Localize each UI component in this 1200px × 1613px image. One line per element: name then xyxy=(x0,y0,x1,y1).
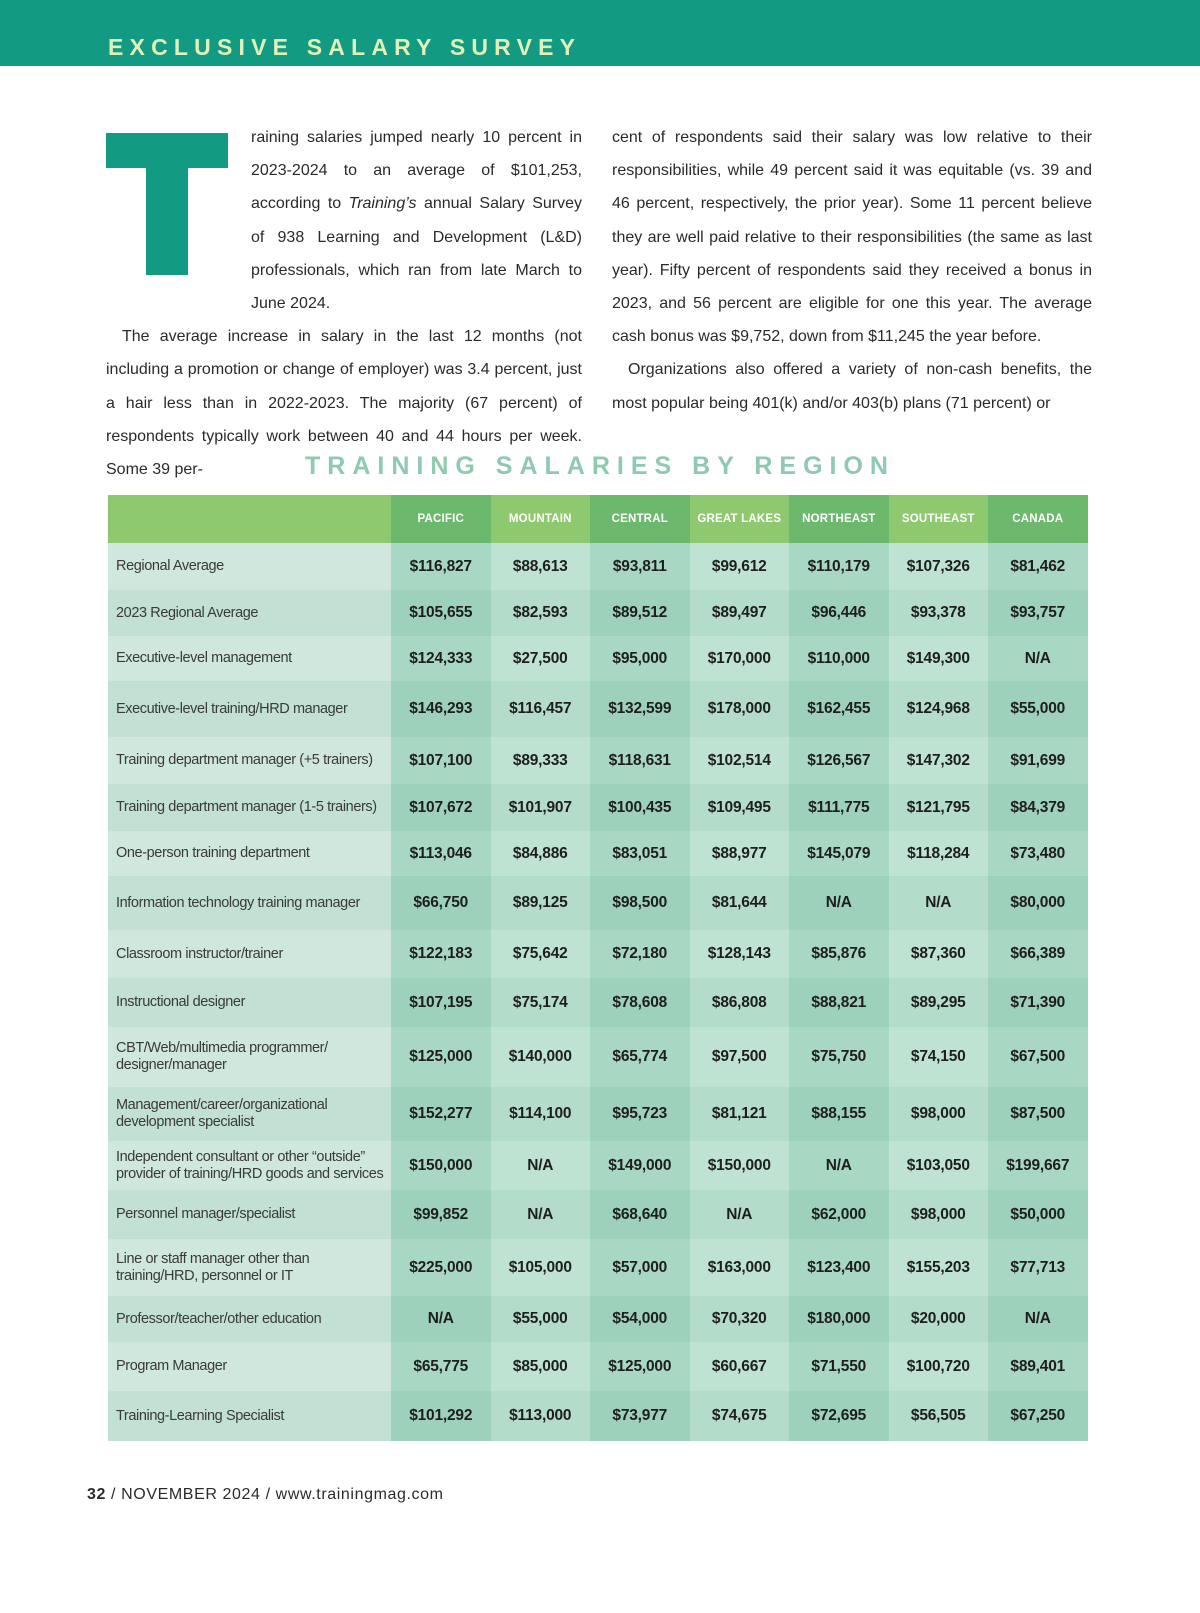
page-number: 32 xyxy=(87,1486,106,1503)
table-cell: $101,292 xyxy=(391,1391,491,1441)
table-cell: $113,000 xyxy=(491,1391,591,1441)
column-header: PACIFIC xyxy=(391,495,491,543)
table-cell: $67,500 xyxy=(988,1027,1088,1087)
table-cell: $132,599 xyxy=(590,681,690,737)
row-label: Training department manager (1-5 trainers) xyxy=(108,784,391,831)
table-cell: $107,672 xyxy=(391,784,491,831)
page-footer xyxy=(87,1486,444,1504)
table-cell: $62,000 xyxy=(789,1190,889,1239)
row-label: Training-Learning Specialist xyxy=(108,1391,391,1441)
row-label: Executive-level management xyxy=(108,636,391,681)
table-cell: $111,775 xyxy=(789,784,889,831)
table-cell: $73,480 xyxy=(988,831,1088,876)
table-cell: $121,795 xyxy=(889,784,989,831)
table-cell: $75,174 xyxy=(491,978,591,1027)
table-cell: $116,457 xyxy=(491,681,591,737)
row-label: Independent consultant or other “outside” provider of training/HRD goods and services xyxy=(108,1141,391,1190)
table-cell: $107,326 xyxy=(889,543,989,590)
table-cell: $110,179 xyxy=(789,543,889,590)
table-cell: $54,000 xyxy=(590,1296,690,1342)
table-cell: $124,333 xyxy=(391,636,491,681)
table-cell: $55,000 xyxy=(988,681,1088,737)
table-cell: $102,514 xyxy=(690,737,790,784)
row-label: CBT/Web/multimedia programmer/ designer/manager xyxy=(108,1027,391,1087)
column-header: MOUNTAIN xyxy=(508,513,572,525)
table-cell: $70,320 xyxy=(690,1296,790,1342)
table-cell: $118,284 xyxy=(889,831,989,876)
table-row xyxy=(108,1342,1088,1391)
table-cell: $80,000 xyxy=(988,876,1088,930)
column-header: NORTHEAST xyxy=(789,495,889,543)
table-cell: $55,000 xyxy=(491,1296,591,1342)
table-cell: $105,000 xyxy=(491,1239,591,1296)
table-cell: $65,775 xyxy=(391,1342,491,1391)
table-cell: $81,462 xyxy=(988,543,1088,590)
table-cell: $75,642 xyxy=(491,930,591,978)
table-row xyxy=(108,1391,1088,1441)
table-cell: $149,000 xyxy=(590,1141,690,1190)
salary-table xyxy=(108,495,1088,1441)
table-cell: $150,000 xyxy=(391,1141,491,1190)
table-cell: $178,000 xyxy=(690,681,790,737)
table-cell: $95,000 xyxy=(590,636,690,681)
table-cell: N/A xyxy=(491,1190,591,1239)
table-row xyxy=(108,978,1088,1027)
table-cell: $78,608 xyxy=(590,978,690,1027)
table-row xyxy=(108,543,1088,590)
table-row xyxy=(108,1027,1088,1087)
table-row xyxy=(108,1087,1088,1141)
table-cell: $88,977 xyxy=(690,831,790,876)
column-header: CANADA xyxy=(988,495,1088,543)
table-cell: $163,000 xyxy=(690,1239,790,1296)
table-cell: $93,757 xyxy=(988,590,1088,636)
table-cell: $180,000 xyxy=(789,1296,889,1342)
table-cell: $74,675 xyxy=(690,1391,790,1441)
article-paragraph: raining salaries jumped nearly 10 percent in 2023-2024 to an average of $101,253, according to Training’s annual Salary Survey of 938 Learning and Development (L&D) professionals, which ran from late March to June 2024. xyxy=(251,129,583,313)
table-cell: $91,699 xyxy=(988,737,1088,784)
table-cell: $85,876 xyxy=(789,930,889,978)
table-cell: $99,612 xyxy=(690,543,790,590)
row-label: Information technology training manager xyxy=(108,876,391,930)
row-label: One-person training department xyxy=(108,831,391,876)
table-row xyxy=(108,1141,1088,1190)
table-cell: $93,811 xyxy=(590,543,690,590)
column-header: GREAT LAKES xyxy=(697,513,782,525)
table-cell: $72,695 xyxy=(789,1391,889,1441)
table-cell: $85,000 xyxy=(491,1342,591,1391)
article-paragraph: Organizations also offered a variety of non-cash benefits, the most popular being 401(k) and/or 403(b) plans (71 percent) or xyxy=(612,361,1092,412)
table-cell: $125,000 xyxy=(590,1342,690,1391)
table-cell: $146,293 xyxy=(391,681,491,737)
row-label: Personnel manager/specialist xyxy=(108,1190,391,1239)
table-cell: $84,379 xyxy=(988,784,1088,831)
table-cell: $74,150 xyxy=(889,1027,989,1087)
table-cell: $89,497 xyxy=(690,590,790,636)
table-cell: $89,333 xyxy=(491,737,591,784)
table-cell: $98,000 xyxy=(889,1190,989,1239)
row-label: Line or staff manager other than training/HRD, personnel or IT xyxy=(108,1239,391,1296)
table-cell: $147,302 xyxy=(889,737,989,784)
table-cell: $199,667 xyxy=(988,1141,1088,1190)
table-cell: $73,977 xyxy=(590,1391,690,1441)
table-cell: $118,631 xyxy=(590,737,690,784)
table-cell: $114,100 xyxy=(491,1087,591,1141)
table-cell: $96,446 xyxy=(789,590,889,636)
section-title: EXCLUSIVE SALARY SURVEY xyxy=(108,34,582,60)
table-cell: $88,155 xyxy=(789,1087,889,1141)
table-cell: $126,567 xyxy=(789,737,889,784)
table-cell: $66,389 xyxy=(988,930,1088,978)
article-paragraph: cent of respondents said their salary was low relative to their responsibilities, while 49 percent said it was equitable (vs. 39 and 46 percent, respectively, the prior year). Some 11 percent believe they are well paid relative to their responsibilities (the same as last year). Fifty percent of respondents said they received a bonus in 2023, and 56 percent are eligible for one this year. The average cash bonus was $9,752, down from $11,245 the year before. xyxy=(612,129,1092,346)
table-cell: $68,640 xyxy=(590,1190,690,1239)
table-row xyxy=(108,831,1088,876)
table-cell: $103,050 xyxy=(889,1141,989,1190)
table-cell: $107,100 xyxy=(391,737,491,784)
table-cell: N/A xyxy=(789,1141,889,1190)
table-cell: $87,500 xyxy=(988,1087,1088,1141)
table-cell: $100,720 xyxy=(889,1342,989,1391)
column-header: SOUTHEAST xyxy=(901,513,975,525)
table-row xyxy=(108,1296,1088,1342)
table-cell: $57,000 xyxy=(590,1239,690,1296)
table-cell: $109,495 xyxy=(690,784,790,831)
table-row xyxy=(108,737,1088,784)
table-row xyxy=(108,784,1088,831)
table-cell: $83,051 xyxy=(590,831,690,876)
table-cell: $105,655 xyxy=(391,590,491,636)
table-cell: $20,000 xyxy=(889,1296,989,1342)
table-row xyxy=(108,876,1088,930)
row-label: 2023 Regional Average xyxy=(108,590,391,636)
table-cell: $140,000 xyxy=(491,1027,591,1087)
table-row xyxy=(108,590,1088,636)
table-cell: $81,644 xyxy=(690,876,790,930)
table-cell: N/A xyxy=(789,876,889,930)
table-cell: $149,300 xyxy=(889,636,989,681)
table-cell: $67,250 xyxy=(988,1391,1088,1441)
table-cell: $116,827 xyxy=(391,543,491,590)
table-cell: $77,713 xyxy=(988,1239,1088,1296)
table-cell: $99,852 xyxy=(391,1190,491,1239)
row-label: Professor/teacher/other education xyxy=(108,1296,391,1342)
table-cell: $98,000 xyxy=(889,1087,989,1141)
table-cell: $125,000 xyxy=(391,1027,491,1087)
table-row xyxy=(108,930,1088,978)
header-bar xyxy=(0,0,1200,66)
table-title: TRAINING SALARIES BY REGION xyxy=(305,452,895,480)
table-header-row xyxy=(108,495,1088,543)
table-cell: $145,079 xyxy=(789,831,889,876)
table-cell: $95,723 xyxy=(590,1087,690,1141)
table-cell: $225,000 xyxy=(391,1239,491,1296)
table-cell: $97,500 xyxy=(690,1027,790,1087)
table-cell: $113,046 xyxy=(391,831,491,876)
table-cell: $87,360 xyxy=(889,930,989,978)
table-cell: $72,180 xyxy=(590,930,690,978)
table-cell: $60,667 xyxy=(690,1342,790,1391)
table-row xyxy=(108,636,1088,681)
table-cell: N/A xyxy=(391,1296,491,1342)
table-cell: $88,821 xyxy=(789,978,889,1027)
table-cell: $84,886 xyxy=(491,831,591,876)
table-cell: $123,400 xyxy=(789,1239,889,1296)
row-label: Executive-level training/HRD manager xyxy=(108,681,391,737)
table-cell: $89,295 xyxy=(889,978,989,1027)
table-cell: $93,378 xyxy=(889,590,989,636)
table-cell: $110,000 xyxy=(789,636,889,681)
table-cell: $170,000 xyxy=(690,636,790,681)
article-column-1 xyxy=(106,121,582,486)
table-cell: $155,203 xyxy=(889,1239,989,1296)
table-cell: $89,125 xyxy=(491,876,591,930)
row-label: Classroom instructor/trainer xyxy=(108,930,391,978)
table-cell: $82,593 xyxy=(491,590,591,636)
table-cell: $71,390 xyxy=(988,978,1088,1027)
table-row xyxy=(108,681,1088,737)
table-cell: $101,907 xyxy=(491,784,591,831)
table-cell: $89,401 xyxy=(988,1342,1088,1391)
table-cell: N/A xyxy=(988,1296,1088,1342)
table-cell: $65,774 xyxy=(590,1027,690,1087)
row-label: Training department manager (+5 trainers) xyxy=(108,737,391,784)
table-cell: $88,613 xyxy=(491,543,591,590)
row-label: Program Manager xyxy=(108,1342,391,1391)
table-cell: $124,968 xyxy=(889,681,989,737)
row-label: Instructional designer xyxy=(108,978,391,1027)
table-cell: N/A xyxy=(491,1141,591,1190)
table-cell: N/A xyxy=(889,876,989,930)
table-cell: $56,505 xyxy=(889,1391,989,1441)
table-row xyxy=(108,1190,1088,1239)
table-row xyxy=(108,1239,1088,1296)
column-header: CENTRAL xyxy=(590,495,690,543)
table-cell: $66,750 xyxy=(391,876,491,930)
table-cell: N/A xyxy=(988,636,1088,681)
table-cell: $98,500 xyxy=(590,876,690,930)
table-cell: $50,000 xyxy=(988,1190,1088,1239)
row-label: Management/career/organizational development specialist xyxy=(108,1087,391,1141)
footer-text: / NOVEMBER 2024 / www.trainingmag.com xyxy=(106,1486,444,1503)
table-cell: $71,550 xyxy=(789,1342,889,1391)
table-cell: $89,512 xyxy=(590,590,690,636)
table-cell: N/A xyxy=(690,1190,790,1239)
table-cell: $152,277 xyxy=(391,1087,491,1141)
table-cell: $150,000 xyxy=(690,1141,790,1190)
table-cell: $162,455 xyxy=(789,681,889,737)
table-cell: $128,143 xyxy=(690,930,790,978)
article-column-2 xyxy=(612,121,1092,420)
table-cell: $27,500 xyxy=(491,636,591,681)
row-label: Regional Average xyxy=(108,543,391,590)
table-cell: $81,121 xyxy=(690,1087,790,1141)
article-paragraph: The average increase in salary in the last 12 months (not including a promotion or change of employer) was 3.4 percent, just a hair less than in 2022-2023. The majority (67 percent) of respondents typically work between 40 and 44 hours per week. Some 39 per- xyxy=(106,328,582,479)
table-cell: $122,183 xyxy=(391,930,491,978)
table-cell: $75,750 xyxy=(789,1027,889,1087)
table-cell: $100,435 xyxy=(590,784,690,831)
table-cell: $107,195 xyxy=(391,978,491,1027)
table-cell: $86,808 xyxy=(690,978,790,1027)
